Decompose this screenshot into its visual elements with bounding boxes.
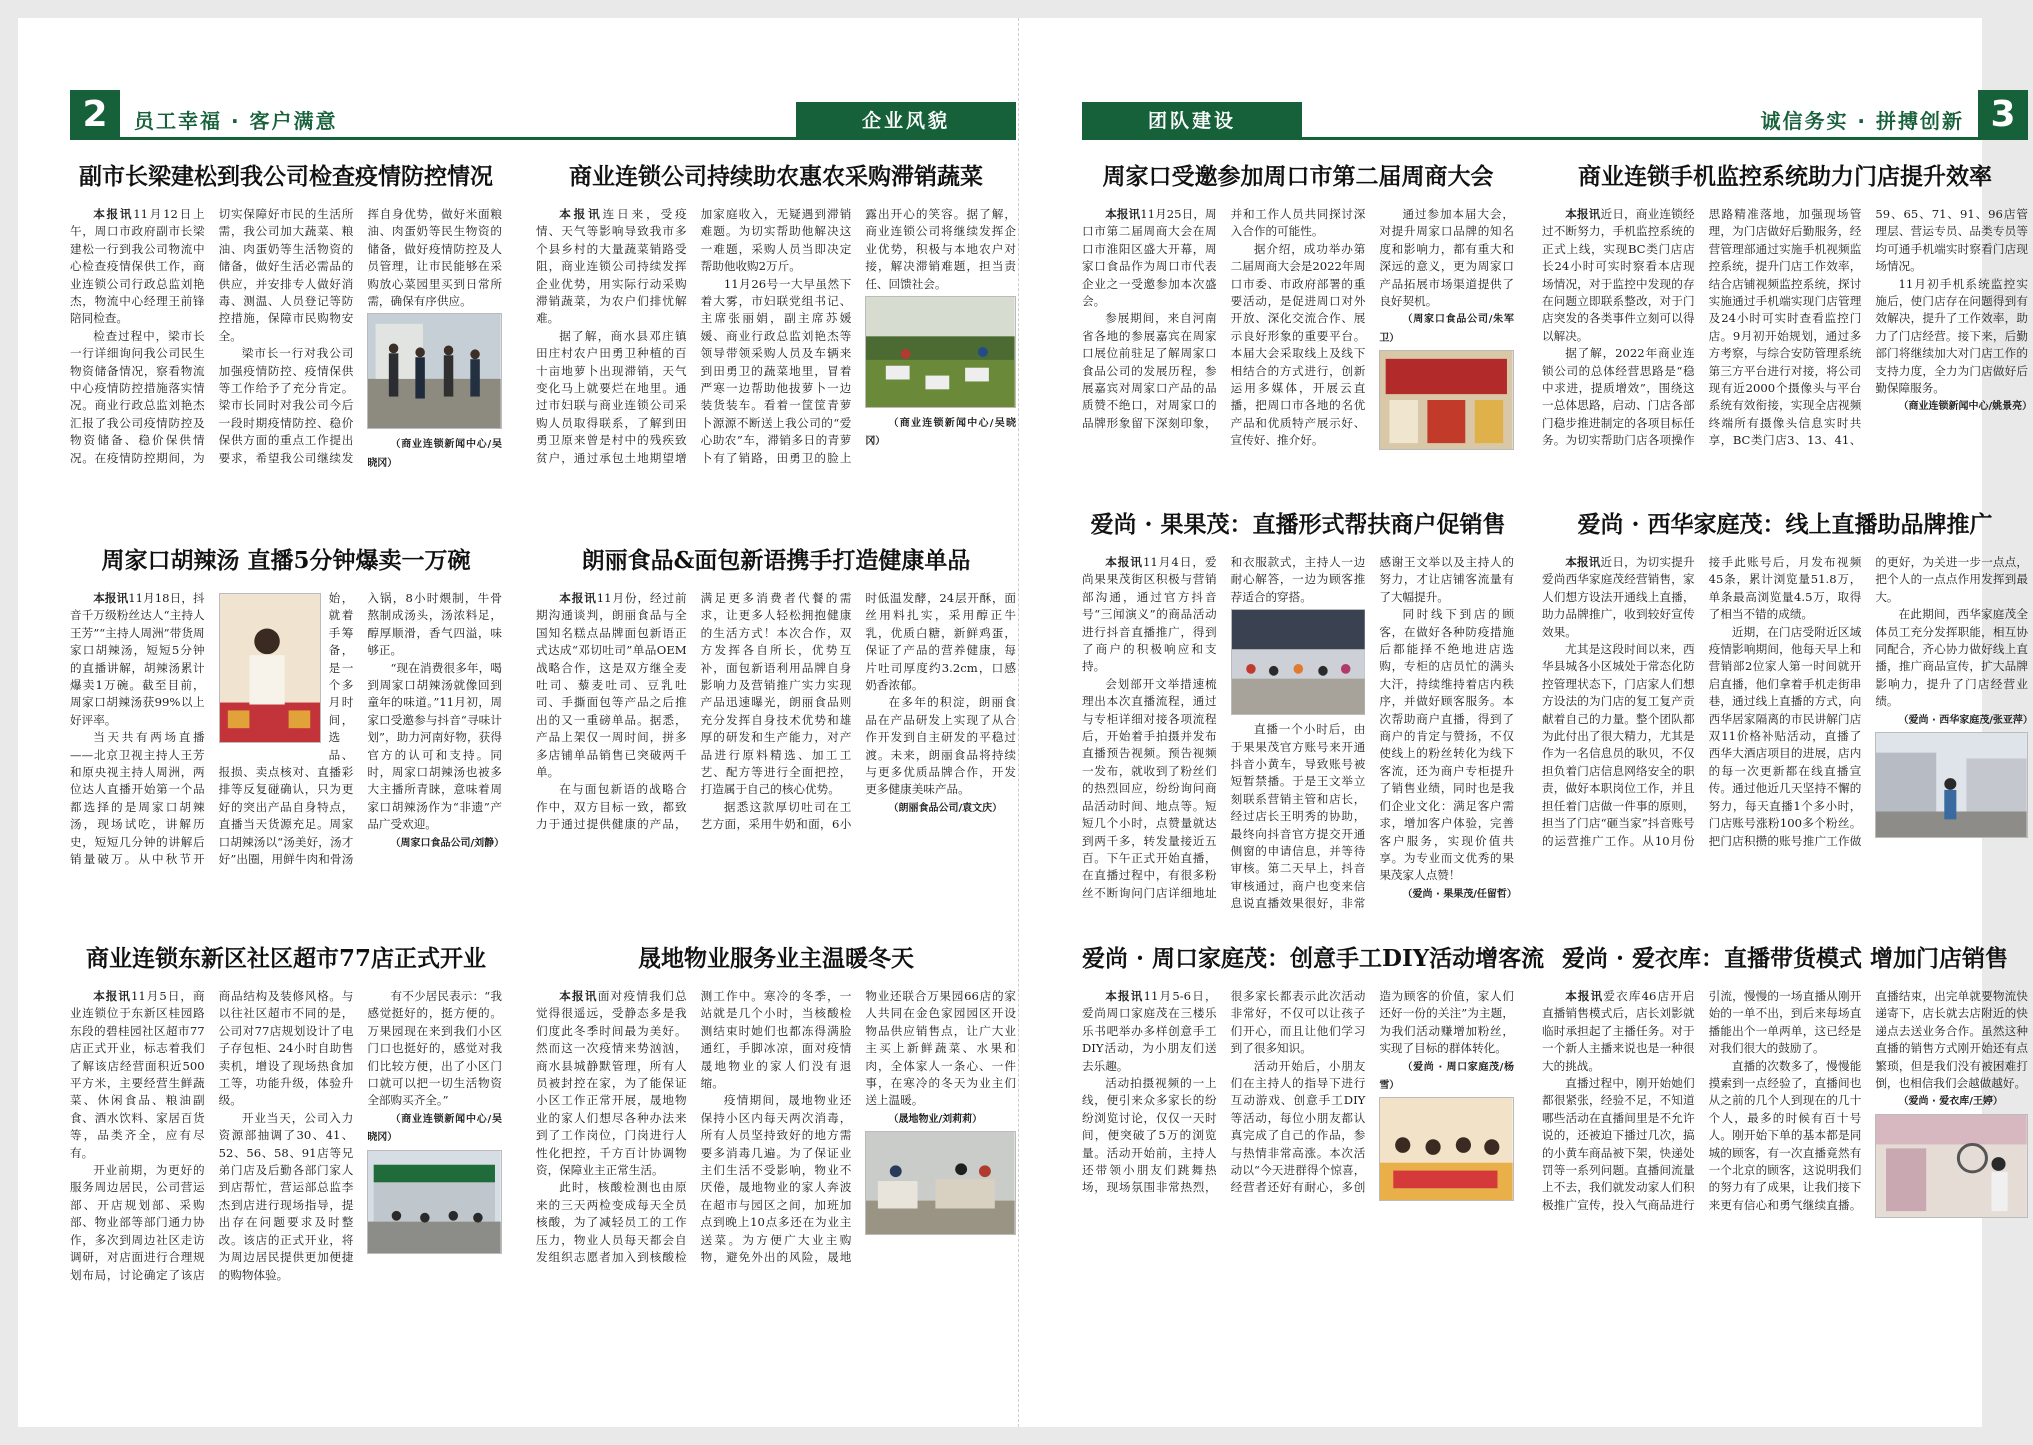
article-source: （商业连锁新闻中心/吴晓冈） bbox=[367, 439, 502, 469]
article-source: （商业连锁新闻中心/姚景亮） bbox=[1898, 401, 2033, 413]
article-paragraph: 11月4日，爱尚果果茂街区积极与营销部沟通，通过官方抖音号“三闻演义”的商品活动进行抖音直播推广，得到了商户的积极响应和支持。 bbox=[1082, 555, 1217, 674]
article-paragraph: 直播的次数多了，慢慢能摸索到一点经验了，直播间也从之前的几个人到现在的几十个人，最多的时候有百十号人。刚开始下单的基本都是同城的顾客，有一次直播竟然有一个北京的顾客，这说明我们的努力有了成果，让我们接下来更有信心和勇气继续直播。直播结束，出完单就要物流快递寄下，店长就去店附近的快递点去送业务合作。虽然这种直播的销售方式刚开始还有点繁琐，但是我们没有被困难打倒，也相信我们会越做越好。 bbox=[1708, 989, 2028, 1212]
article-photo bbox=[865, 1131, 1016, 1235]
article-paragraph: 有不少居民表示：“我感觉挺好的，挺方便的。万果园现在来到我们小区门口也挺好的，感觉对我们比较方便，出了小区门口就可以把一切生活物资全部购买齐全。” bbox=[367, 989, 502, 1108]
article-paragraph: 此时，核酸检测也由原来的三天两检变成每天全员核酸，为了减轻员工的工作压力，物业人员每天都会自发组织志愿者加入到核酸检测工作中。寒冷的冬季，一站就是几个小时，当核酸检测结束时她们也都冻得满脸通红，手脚冰凉，面对疫情晟地物业的家人们没有退缩。 bbox=[536, 989, 852, 1265]
article-paragraph: 参展期间，来自河南省各地的参展嘉宾在周家口展位前驻足了解周家口食品公司的发展历程，参展嘉宾对周家口产品的品质赞不绝口，对周家口的品牌形象留下深刻印象，并和工作人员共同探讨深入合作的可能性。 bbox=[1082, 207, 1366, 430]
article-body bbox=[536, 988, 1016, 1408]
article-paragraph: 开业前期，为更好的服务周边居民，公司营运部、开店规划部、采购部、物业部等部门通力协作，多次到周边社区走访调研，对店面进行合理规划布局，讨论确定了该店商品结构及装修风格。与以往社区超市不同的是，公司对77店规划设计了电子存包柜、24小时自助售卖机，增设了现场热食加工等，功能升级，体验升级。 bbox=[70, 989, 354, 1282]
article-paragraph: 当天共有两场直播——北京卫视主持人王芳和原央视主持人周洲，两位达人直播开始第一个品都选择的是周家口胡辣汤，现场试吃，讲解历史，短短几分钟的讲解后销量破万。从中秋节开始，就着手筹备，是一个多月时间，选品、报损、卖点核对、直播彩排等反复碰确认，只为更好的突出产品自身特点，直播当天货源充足。周家口胡辣汤以“汤美好，汤才好”出圈，用鲜牛肉和骨汤入锅，8小时煨制，牛骨熬制成汤头，汤浓料足，醇厚顺滑，香气四溢，味够正。 bbox=[70, 591, 502, 867]
article-source: （周家口食品公司/刘静） bbox=[390, 837, 505, 849]
article-photo bbox=[1875, 732, 2028, 838]
article-body bbox=[1082, 206, 1514, 480]
article-body bbox=[70, 206, 502, 526]
article-body bbox=[1082, 988, 1514, 1408]
article-body bbox=[536, 590, 1016, 920]
article-lead: 本报讯 bbox=[1105, 555, 1144, 569]
article-lead: 本报讯 bbox=[1105, 989, 1144, 1003]
article-body bbox=[1542, 554, 2033, 916]
article-body bbox=[536, 206, 1016, 526]
article-source: （周家口食品公司/朱军卫） bbox=[1379, 314, 1514, 344]
article-source: （爱尚 · 周口家庭茂/杨雪） bbox=[1379, 1061, 1514, 1092]
article-property-service-warm-winter bbox=[536, 942, 1016, 1412]
article-paragraph: 11月12日上午，周口市政府副市长梁建松一行到我公司物流中心检查疫情保供工作，商业连锁公司行政总监刘艳杰，物流中心经理王前锋陪同检查。 bbox=[70, 207, 205, 326]
article-paragraph: 近期，在门店受附近区域疫情影响期间，他每天早上和营销部2位家人第一时间就开启直播，他们拿着手机走街串巷，通过线上直播的方式，向西华居家隔离的市民讲解门店双11价格补贴活动，直播了西华大酒店项目的进展，店内的每一次更新都在线直播宣传。通过他近几天坚持不懈的努力，每天直播1个多小时，门店账号涨粉100多个粉丝。把门店积攒的账号推广工作做的更好，为关进一步一点点，把个人的一点点作用发挥到最大。 bbox=[1708, 555, 2028, 848]
article-source: （爱尚 · 西华家庭茂/张亚萍） bbox=[1898, 714, 2033, 726]
article-source: （爱尚 · 果果茂/任留哲） bbox=[1402, 888, 1517, 900]
article-lead: 本报讯 bbox=[1105, 207, 1141, 221]
article-lead: 本报讯 bbox=[559, 989, 598, 1003]
article-paragraph: 疫情期间，晟地物业还保持小区内每天两次消毒，所有人员坚持致好的地方需要多消毒几遍。为了保证业主们生活不受影响，物业不厌倦，晟地物业的家人奔波在超市与园区之间，加班加点到晚上10点多还在为业主送菜。为方便广大业主购物，避免外出的风险，晟地物业还联合万果园66店的家人共同在金色家园园区开设物品供应销售点，让广大业主买上新鲜蔬菜、水果和肉，全体家人一条心、一件事，在寒冷的冬天为业主们送上温暖。 bbox=[700, 989, 1016, 1265]
section-title: 企业风貌 bbox=[796, 102, 1016, 140]
article-photo bbox=[367, 1150, 502, 1254]
article-source: （爱尚 · 爱衣库/王婷） bbox=[1898, 1096, 2003, 1108]
article-paragraph: 通过参加本届大会，对提升周家口品牌的知名度和影响力，都有重大和深远的意义，更为周家口产品拓展市场渠道提供了良好契机。 bbox=[1379, 207, 1514, 309]
article-farm-aid-vegetables bbox=[536, 160, 1016, 530]
article-paragraph: 开业当天，公司入力资源部抽调了30、41、52、56、58、91店等兄弟门店及后勤各部门家人到店帮忙，营运部总监李杰到店进行现场指导，提出存在问题要求及时整改。该店的正式开业，将为周边居民提供更加便捷的购物体验。 bbox=[218, 1110, 354, 1282]
section-title: 团队建设 bbox=[1082, 102, 1302, 140]
newspaper-spread bbox=[18, 18, 2033, 1427]
article-diy-activity bbox=[1082, 942, 1545, 1412]
right-page bbox=[1082, 18, 2033, 1427]
page-slogan: 诚信务实 · 拼搏创新 bbox=[1760, 109, 1964, 133]
article-paragraph: 在多年的积淀，朗丽食品在产品研发上实现了从合作开发到自主研发的平稳过渡。未来，朗丽食品将持续与更多优质品牌合作，开发更多健康美味产品。 bbox=[865, 695, 1016, 797]
article-paragraph: 据了解，2022年商业连锁公司的总体经营思路是“稳中求进，提质增效”，围绕这一总体思路，启动、门店各部门稳步推进制定的各项目标任务。为切实帮助门店各项操作思路精准落地，加强现场管理，为门店做好后勤服务，经营管理部通过实施手机视频监控系统，提升门店工作效率，结合店铺视频监控系统，探讨实施通过手机端实现门店管理及24小时可实时查看监控门店。9月初开始规划，通过多方考察，与综合安防管理系统第三方平台进行对接，将公司现有近2000个摄像头与平台系统有效衔接，实现全店视频终端所有摄像头信息实时共享，BC类门店3、13、41、59、65、71、91、96店管理层、营运专员、品类专员等均可通手机端实时察看门店现场情况。 bbox=[1542, 207, 2028, 448]
article-mobile-monitoring-system bbox=[1542, 160, 2033, 484]
article-langli-bread-partnership bbox=[536, 544, 1016, 924]
article-paragraph: “现在消费很多年，喝到周家口胡辣汤就像回到童年的味道。”11月初，周家口受邀参与抖音“寻味计划”，助力河南好物，获得官方的认可和支持。同时，周家口胡辣汤也被多大主播所青睐，意味着周家口胡辣汤作为“非遗”产品广受欢迎。 bbox=[367, 660, 502, 832]
article-paragraph: 据悉这款厚切吐司在工艺方面，采用牛奶和面，6小时低温发酵，24层开酥，面丝用料扎实，采用醇正牛乳，优质白糖，新鲜鸡蛋，保证了产品的营养健康，每片吐司厚度约3.2cm，口感奶香浓郁。 bbox=[700, 591, 1016, 832]
article-body bbox=[1082, 554, 1517, 916]
article-source: （晟地物业/刘莉莉） bbox=[888, 1113, 983, 1125]
article-headline: 周家口胡辣汤 直播5分钟爆卖一万碗 bbox=[101, 547, 471, 574]
article-photo bbox=[1379, 1097, 1514, 1201]
article-guoguomao-livestream bbox=[1082, 508, 1517, 920]
article-body bbox=[1542, 206, 2033, 480]
article-headline: 周家口受邀参加周口市第二届周商大会 bbox=[1102, 163, 1494, 190]
article-photo bbox=[865, 296, 1016, 408]
article-paragraph: 据介绍，成功举办第二届周商大会是2022年周口市委、市政府部署的重要活动，是促进周口对外开放、深化交流合作、展示良好形象的重要平台。本届大会采取线上及线下相结合的方式进行，创新运用多媒体，开展云直播，把周口市各地的名优产品和优质特产展示好、宣传好、推介好。 bbox=[1230, 241, 1366, 448]
article-photo bbox=[1875, 1114, 2028, 1218]
article-paragraph: 据了解，商水县邓庄镇田庄村农户田勇卫种植的百十亩地萝卜出现滞销，天气变化马上就要烂在地里。通过市妇联与商业连锁公司采购人员取得联系，了解到田勇卫原来曾是村中的残疾致贫户，通过承包土地期望增加家庭收入，无疑遇到滞销难题。为切实帮助他解决这一难题，采购人员当即决定帮助他收购2万斤。 bbox=[536, 207, 852, 465]
article-paragraph: 近日，为切实提升爱尚西华家庭茂经营销售，家人们想方设法开通线上直播，助力品牌推广，收到较好宣传效果。 bbox=[1542, 555, 1695, 639]
article-vice-mayor-inspection bbox=[70, 160, 502, 530]
article-paragraph: 尤其是这段时间以来，西华县城各小区城处于常态化防控管理状态下，门店家人们想方设法的为门店的复工复产贡献着自己的力量。整个团队都为此付出了很大精力，尤其是作为一名信息员的耿贝，不仅担负着门店信息网络安全的职责，做好本职岗位工作，并且担任着门店做一件事的原则，担当了门店“砸当家”抖音账号的运营推广工作。从10月份接手此账号后，月发布视频45条，累计浏览量51.8万，单条最高浏览量4.5万，取得了相当不错的成绩。 bbox=[1542, 555, 1862, 848]
article-paragraph: 检查过程中，梁市长一行详细询问我公司民生物资储备情况，察看物流中心疫情防控措施落实情况。商业行政总监刘艳杰汇报了我公司疫情防控及物资储备、稳价保供情况。在疫情防控期间，为切实保障好市民的生活所需，我公司加大蔬菜、粮油、肉蛋奶等生活物资的储备，做好生活必需品的供应，并安排专人做好消毒、测温、人员登记等防控措施，保障市民购物安全。 bbox=[70, 207, 354, 465]
article-lead: 本报讯 bbox=[93, 989, 132, 1003]
article-paragraph: 近日，商业连锁经过不断努力，手机监控系统的正式上线，实现BC类门店店长24小时可实时察看本店现场情况，对于监控中发现的存在问题立即联系整改，对于门店突发的各类事件立刻可以得以解决。 bbox=[1542, 207, 1695, 343]
article-paragraph: 11月5-6日，爱尚周口家庭茂在三楼乐乐书吧举办多样创意手工DIY活动，为小朋友们送去乐趣。 bbox=[1082, 989, 1217, 1073]
article-body bbox=[70, 988, 502, 1408]
article-paragraph: 11月25日，周口市第二届周商大会在周口市淮阳区盛大开幕，周家口食品作为周口市代表企业之一受邀参加本次盛会。 bbox=[1082, 207, 1217, 309]
article-xihua-livestream bbox=[1542, 508, 2033, 920]
article-photo bbox=[1379, 350, 1514, 450]
article-headline: 爱尚 · 周口家庭茂：创意手工DIY活动增客流 bbox=[1082, 945, 1545, 972]
right-page-header bbox=[1082, 90, 2028, 140]
article-paragraph: 连日来，受疫情、天气等影响导致我市多个县乡村的大量蔬菜销路受阻，商业连锁公司持续发挥企业优势，用实际行动采购滞销蔬菜，为农户们排忧解难。 bbox=[536, 207, 687, 326]
article-headline: 商业连锁手机监控系统助力门店提升效率 bbox=[1578, 163, 1992, 190]
page-number: 2 bbox=[70, 90, 120, 140]
article-headline: 副市长梁建松到我公司检查疫情防控情况 bbox=[79, 163, 493, 190]
article-lead: 本报讯 bbox=[559, 591, 597, 605]
article-headline: 爱尚 · 西华家庭茂：线上直播助品牌推广 bbox=[1577, 511, 1993, 538]
article-paragraph: 梁市长一行对我公司加强疫情防控、疫情保供等工作给予了充分肯定。梁市长同时对我公司今后一段时期疫情防控、稳价保供方面的重点工作提出要求，希望我公司继续发挥自身优势，做好米面粮油、肉蛋奶等民生物资的储备，做好疫情防控及人员管理，让市民能够在采购放心菜园里买到日常所需，确保有序供应。 bbox=[218, 207, 502, 465]
page-slogan: 员工幸福 · 客户满意 bbox=[134, 109, 338, 133]
article-headline: 晟地物业服务业主温暖冬天 bbox=[638, 945, 914, 972]
article-paragraph: 11月18日，抖音千万级粉丝达人“主持人王芳”“主持人周洲”带货周家口胡辣汤，短短5分钟的直播讲解，胡辣汤累计爆卖1万碗。截至目前，周家口胡辣汤获99%以上好评率。 bbox=[70, 591, 205, 727]
article-headline: 朗丽食品&面包新语携手打造健康单品 bbox=[581, 547, 971, 574]
article-headline: 商业连锁东新区社区超市77店正式开业 bbox=[85, 945, 486, 972]
article-paragraph: 面对疫情我们总觉得很遥远，受静态多是我们度此冬季时间最为美好。然而这一次疫情来势汹汹，商水县城静默管理，所有人员被封控在家，为了能保证小区工作正常开展，晟地物业的家人们想尽各种办法来到了工作岗位，门岗进行人性化把控，千方百计协调物资，保障业主正常生活。 bbox=[536, 989, 687, 1178]
article-photo bbox=[367, 313, 502, 429]
left-page-header bbox=[70, 90, 1016, 140]
article-paragraph: 同时线下到店的顾客，在做好各种防疫措施后都能择不绝地进店选购，专柜的店员忙的满头大汗，持续维持着店内秩序，并做好顾客服务。本次帮助商户直播，得到了商户的肯定与赞扬，不仅使线上的粉丝转化为线下客流，还为商户专柜提升了销售业绩，同时也是我们企业文化：满足客户需求，增加客户体验，完善客户服务，实现价值共享。为专业而文优秀的果果茂家人点赞！ bbox=[1379, 607, 1514, 883]
article-community-store-77-opening bbox=[70, 942, 502, 1412]
article-paragraph: 11月5日，商业连锁位于东新区桂园路东段的碧桂园社区超市77店正式开业，标志着我们了解该店经营面积近500平方米，主要经营生鲜蔬菜、休闲食品、粮油副食、酒水饮料、家居百货等，品类齐全，应有尽有。 bbox=[70, 989, 205, 1160]
article-paragraph: 活动开始后，小朋友们在主持人的指导下进行互动游戏、创意手工DIY等活动，每位小朋友都认真完成了自己的作品，参与热情非常高涨。本次活动以“今天进群得个惊喜，经营者还好有耐心，多创造为顾客的价值，家人们还好一份的关注”为主题，为我们活动赚增加粉丝，实现了目标的群体转化。 bbox=[1230, 989, 1514, 1195]
article-paragraph: 直播过程中，刚开始她们都很紧张，经验不足，不知道哪些活动在直播间里是不允许说的，还被迫下播过几次，搞的小黄车商品被下架，快递处罚等一系列问题。直播间流量上不去，我们就发动家人们积极推广宣传，投入气商品进行引流，慢慢的一场直播从刚开始的一单不出，到后来每场直播能出个一单两单，这已经是对我们很大的鼓励了。 bbox=[1542, 989, 1862, 1212]
article-body bbox=[70, 590, 505, 920]
article-lead: 本报讯 bbox=[93, 591, 129, 605]
article-paragraph: 在此期间，西华家庭茂全体员工充分发挥职能，相互协同配合，齐心协力做好线上直播，推广商品宣传，扩大品牌影响力，提升了门店经营业绩。 bbox=[1875, 607, 2028, 709]
article-headline: 爱尚 · 果果茂：直播形式帮扶商户促销售 bbox=[1090, 511, 1506, 538]
article-source: （商业连锁新闻中心/吴晓冈） bbox=[865, 418, 1016, 448]
article-lead: 本报讯 bbox=[1565, 555, 1601, 569]
article-paragraph: 直播一个小时后，由于果果茂官方账号来开通抖音小黄车，导致账号被短暂禁播。于是王文举立刻联系营销主管和店长，经过店长王明秀的协助，最终向抖音官方提交开通侧窗的申请信息，并等待审核。第二天早上，抖音审核通过，商户也变来信息说直播效果很好，非常感谢王文举以及主持人的努力，才让店铺客流量有了大幅提升。 bbox=[1230, 555, 1514, 911]
article-photo bbox=[1231, 609, 1366, 715]
article-zhoushang-conference bbox=[1082, 160, 1514, 484]
article-lead: 本报讯 bbox=[1565, 207, 1601, 221]
left-page bbox=[70, 18, 1016, 1427]
article-paragraph: 11月26号一大早虽然下着大雾，市妇联党组书记、主席张丽娟，副主席苏媛媛、商业行政总监刘艳杰等领导带领采购人员及车辆来到田勇卫的蔬菜地里，冒着严寒一边帮助他拔萝卜一边装货装车。看着一筐筐青萝卜源源不断送上我公司的“爱心助农”车，滞销多日的青萝卜有了销路，田勇卫的脸上露出开心的笑容。据了解，商业连锁公司将继续发挥企业优势，积极与本地农户对接，解决滞销难题，担当责任、回馈社会。 bbox=[700, 207, 1016, 465]
article-paragraph: 爱衣库46店开启直播销售模式后，店长刘影就临时承担起了主播任务。对于一个新人主播来说也是一种很大的挑战。 bbox=[1542, 989, 1695, 1073]
article-lead: 本报讯 bbox=[559, 207, 603, 221]
page-number: 3 bbox=[1978, 90, 2028, 140]
article-headline: 商业连锁公司持续助农惠农采购滞销蔬菜 bbox=[569, 163, 983, 190]
article-paragraph: 11月份，经过前期沟通谈判，朗丽食品与全国知名糕点品牌面包新语正式达成“邓切吐司”单品OEM战略合作，这是双方继全麦吐司、藜麦吐司、豆乳吐司、手撕面包等产品之后推出的又一重磅单品。据悉，产品上架仅一周时间，拼多多店铺单品销售已突破两千单。 bbox=[536, 591, 687, 780]
article-lead: 本报讯 bbox=[1565, 989, 1604, 1003]
article-paragraph: 11月初手机系统监控实施后，使门店存在问题得到有效解决，提升了工作效率，助力了门店经营。接下来，后勤部门将继续加大对门店工作的支持力度，全力为门店做好后勤保障服务。 bbox=[1875, 276, 2028, 396]
article-clothing-livestream bbox=[1542, 942, 2028, 1412]
article-paragraph: 活动拍摄视频的一上线，便引来众多家长的纷纷浏览讨论，仅仅一天时间，便突破了5万的浏览量。活动开始前，主持人还带领小朋友们跳舞热场，现场氛围非常热烈，很多家长都表示此次活动非常好，不仅可以让孩子们开心，而且让他们学习到了很多知识。 bbox=[1082, 989, 1366, 1195]
article-source: （朗丽食品公司/袁文庆） bbox=[888, 802, 1003, 814]
article-body bbox=[1542, 988, 2028, 1408]
article-headline: 爱尚 · 爱衣库：直播带货模式 增加门店销售 bbox=[1561, 945, 2009, 972]
page-fold bbox=[1018, 18, 1019, 1427]
article-source: （商业连锁新闻中心/吴晓冈） bbox=[367, 1113, 502, 1144]
article-photo bbox=[219, 593, 321, 743]
article-lead: 本报讯 bbox=[93, 207, 134, 221]
article-paragraph: 在与面包新语的战略合作中，双方目标一致，都致力于通过提供健康的产品，满足更多消费者代餐的需求，让更多人轻松拥抱健康的生活方式！本次合作，双方发挥各自所长，优势互补，面包新语利用品牌自身影响力及营销推广实力实现产品迅速曝光，朗丽食品则充分发挥自身技术优势和雄厚的研发和生产能力，对产品进行原料精选、加工工艺、配方等进行全面把控，打造属于自己的核心优势。 bbox=[536, 591, 852, 832]
article-hot-spicy-soup-livestream bbox=[70, 544, 505, 924]
article-paragraph: 会划部开文举措速梳理出本次直播流程，通过与专柜详细对接各项流程后，开始着手拍摄并发布直播预告视频。预告视频一发布，就收到了粉丝们的热烈回应，纷纷询问商品活动时间、地点等。短短几个小时，点赞量就达到两千多，转发量接近五百。下午正式开始直播，在直播过程中，有很多粉丝不断询问门店详细地址和衣服款式，主持人一边耐心解答，一边为顾客推荐适合的穿搭。 bbox=[1082, 555, 1366, 900]
